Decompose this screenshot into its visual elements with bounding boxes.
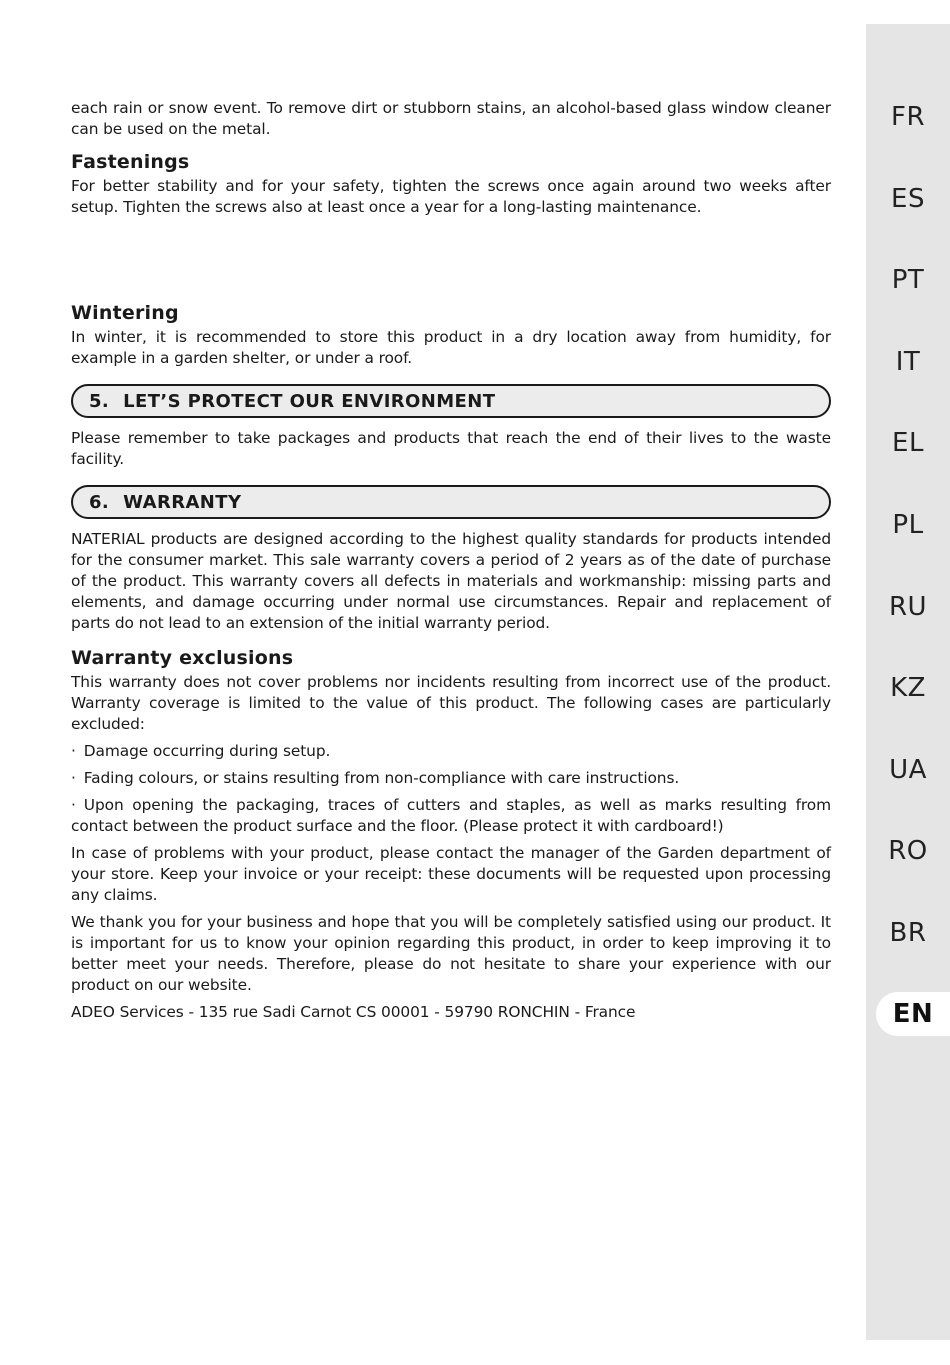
manual-content: [71, 98, 831, 1023]
language-tab-ua[interactable]: UA: [889, 755, 927, 785]
section-5-banner: [71, 384, 831, 418]
bullet-icon: ·: [71, 796, 76, 814]
fastenings-heading: Fastenings: [71, 151, 190, 173]
language-tab-ro[interactable]: RO: [888, 836, 928, 866]
section-6-number: 6.: [89, 491, 110, 513]
section-6-title: WARRANTY: [123, 491, 242, 513]
list-item-text: Fading colours, or stains resulting from non-compliance with care instructions.: [83, 769, 680, 787]
section-5-title: LET’S PROTECT OUR ENVIRONMENT: [123, 390, 496, 412]
language-tab-br[interactable]: BR: [889, 918, 927, 948]
language-tab-el[interactable]: EL: [892, 428, 924, 458]
list-item: [71, 768, 831, 789]
environment-paragraph: Please remember to take packages and products that reach the end of their lives to the waste facility.: [71, 429, 831, 468]
contact-paragraph: In case of problems with your product, please contact the manager of the Garden department of your store. Keep your invoice or your receipt: these documents will be requested upon processing any claims.: [71, 844, 831, 904]
exclusions-paragraph: This warranty does not cover problems nor incidents resulting from incorrect use of the product. Warranty coverage is limited to the value of this product. The following cases are particularly excluded:: [71, 673, 831, 733]
bullet-icon: ·: [71, 769, 76, 787]
warranty-paragraph: NATERIAL products are designed according to the highest quality standards for products intended for the consumer market. This sale warranty covers a period of 2 years as of the date of purchase of the product. This warranty covers all defects in materials and workmanship: missing parts and elements, and damage occurring under normal use circumstances. Repair and replacement of parts do not lead to an extension of the initial warranty period.: [71, 530, 831, 632]
language-tab-it[interactable]: IT: [895, 347, 921, 377]
language-tab-pt[interactable]: PT: [891, 265, 925, 295]
thanks-paragraph: We thank you for your business and hope that you will be completely satisfied using our product. It is important for us to know your opinion regarding this product, in order to keep improving it to better meet your needs. Therefore, please do not hesitate to share your experience with our product on our website.: [71, 913, 831, 994]
wintering-heading: Wintering: [71, 302, 179, 324]
language-tab-kz[interactable]: KZ: [890, 673, 926, 703]
fastenings-paragraph: For better stability and for your safety, tighten the screws once again around two weeks after setup. Tighten the screws also at least once a year for a long-lasting maintenance.: [71, 177, 831, 216]
language-tab-en-active[interactable]: EN: [876, 992, 950, 1036]
language-tab-pl[interactable]: PL: [892, 510, 924, 540]
list-item-text: Upon opening the packaging, traces of cutters and staples, as well as marks resulting from contact between the product surface and the floor. (Please protect it with cardboard!): [71, 796, 831, 835]
section-5-number: 5.: [89, 390, 110, 412]
language-tab-ru[interactable]: RU: [888, 592, 928, 622]
language-tab-fr[interactable]: FR: [890, 102, 926, 132]
section-6-banner: [71, 485, 831, 519]
list-item-text: Damage occurring during setup.: [83, 742, 331, 760]
exclusions-list: [71, 741, 831, 837]
bullet-icon: ·: [71, 742, 76, 760]
warranty-exclusions-heading: Warranty exclusions: [71, 647, 294, 669]
list-item: [71, 795, 831, 837]
intro-paragraph: each rain or snow event. To remove dirt or stubborn stains, an alcohol-based glass window cleaner can be used on the metal.: [71, 99, 831, 138]
language-tab-es[interactable]: ES: [891, 184, 925, 214]
company-address: ADEO Services - 135 rue Sadi Carnot CS 00001 - 59790 RONCHIN - France: [71, 1003, 636, 1021]
wintering-paragraph: In winter, it is recommended to store this product in a dry location away from humidity, for example in a garden shelter, or under a roof.: [71, 328, 831, 367]
list-item: [71, 741, 831, 762]
